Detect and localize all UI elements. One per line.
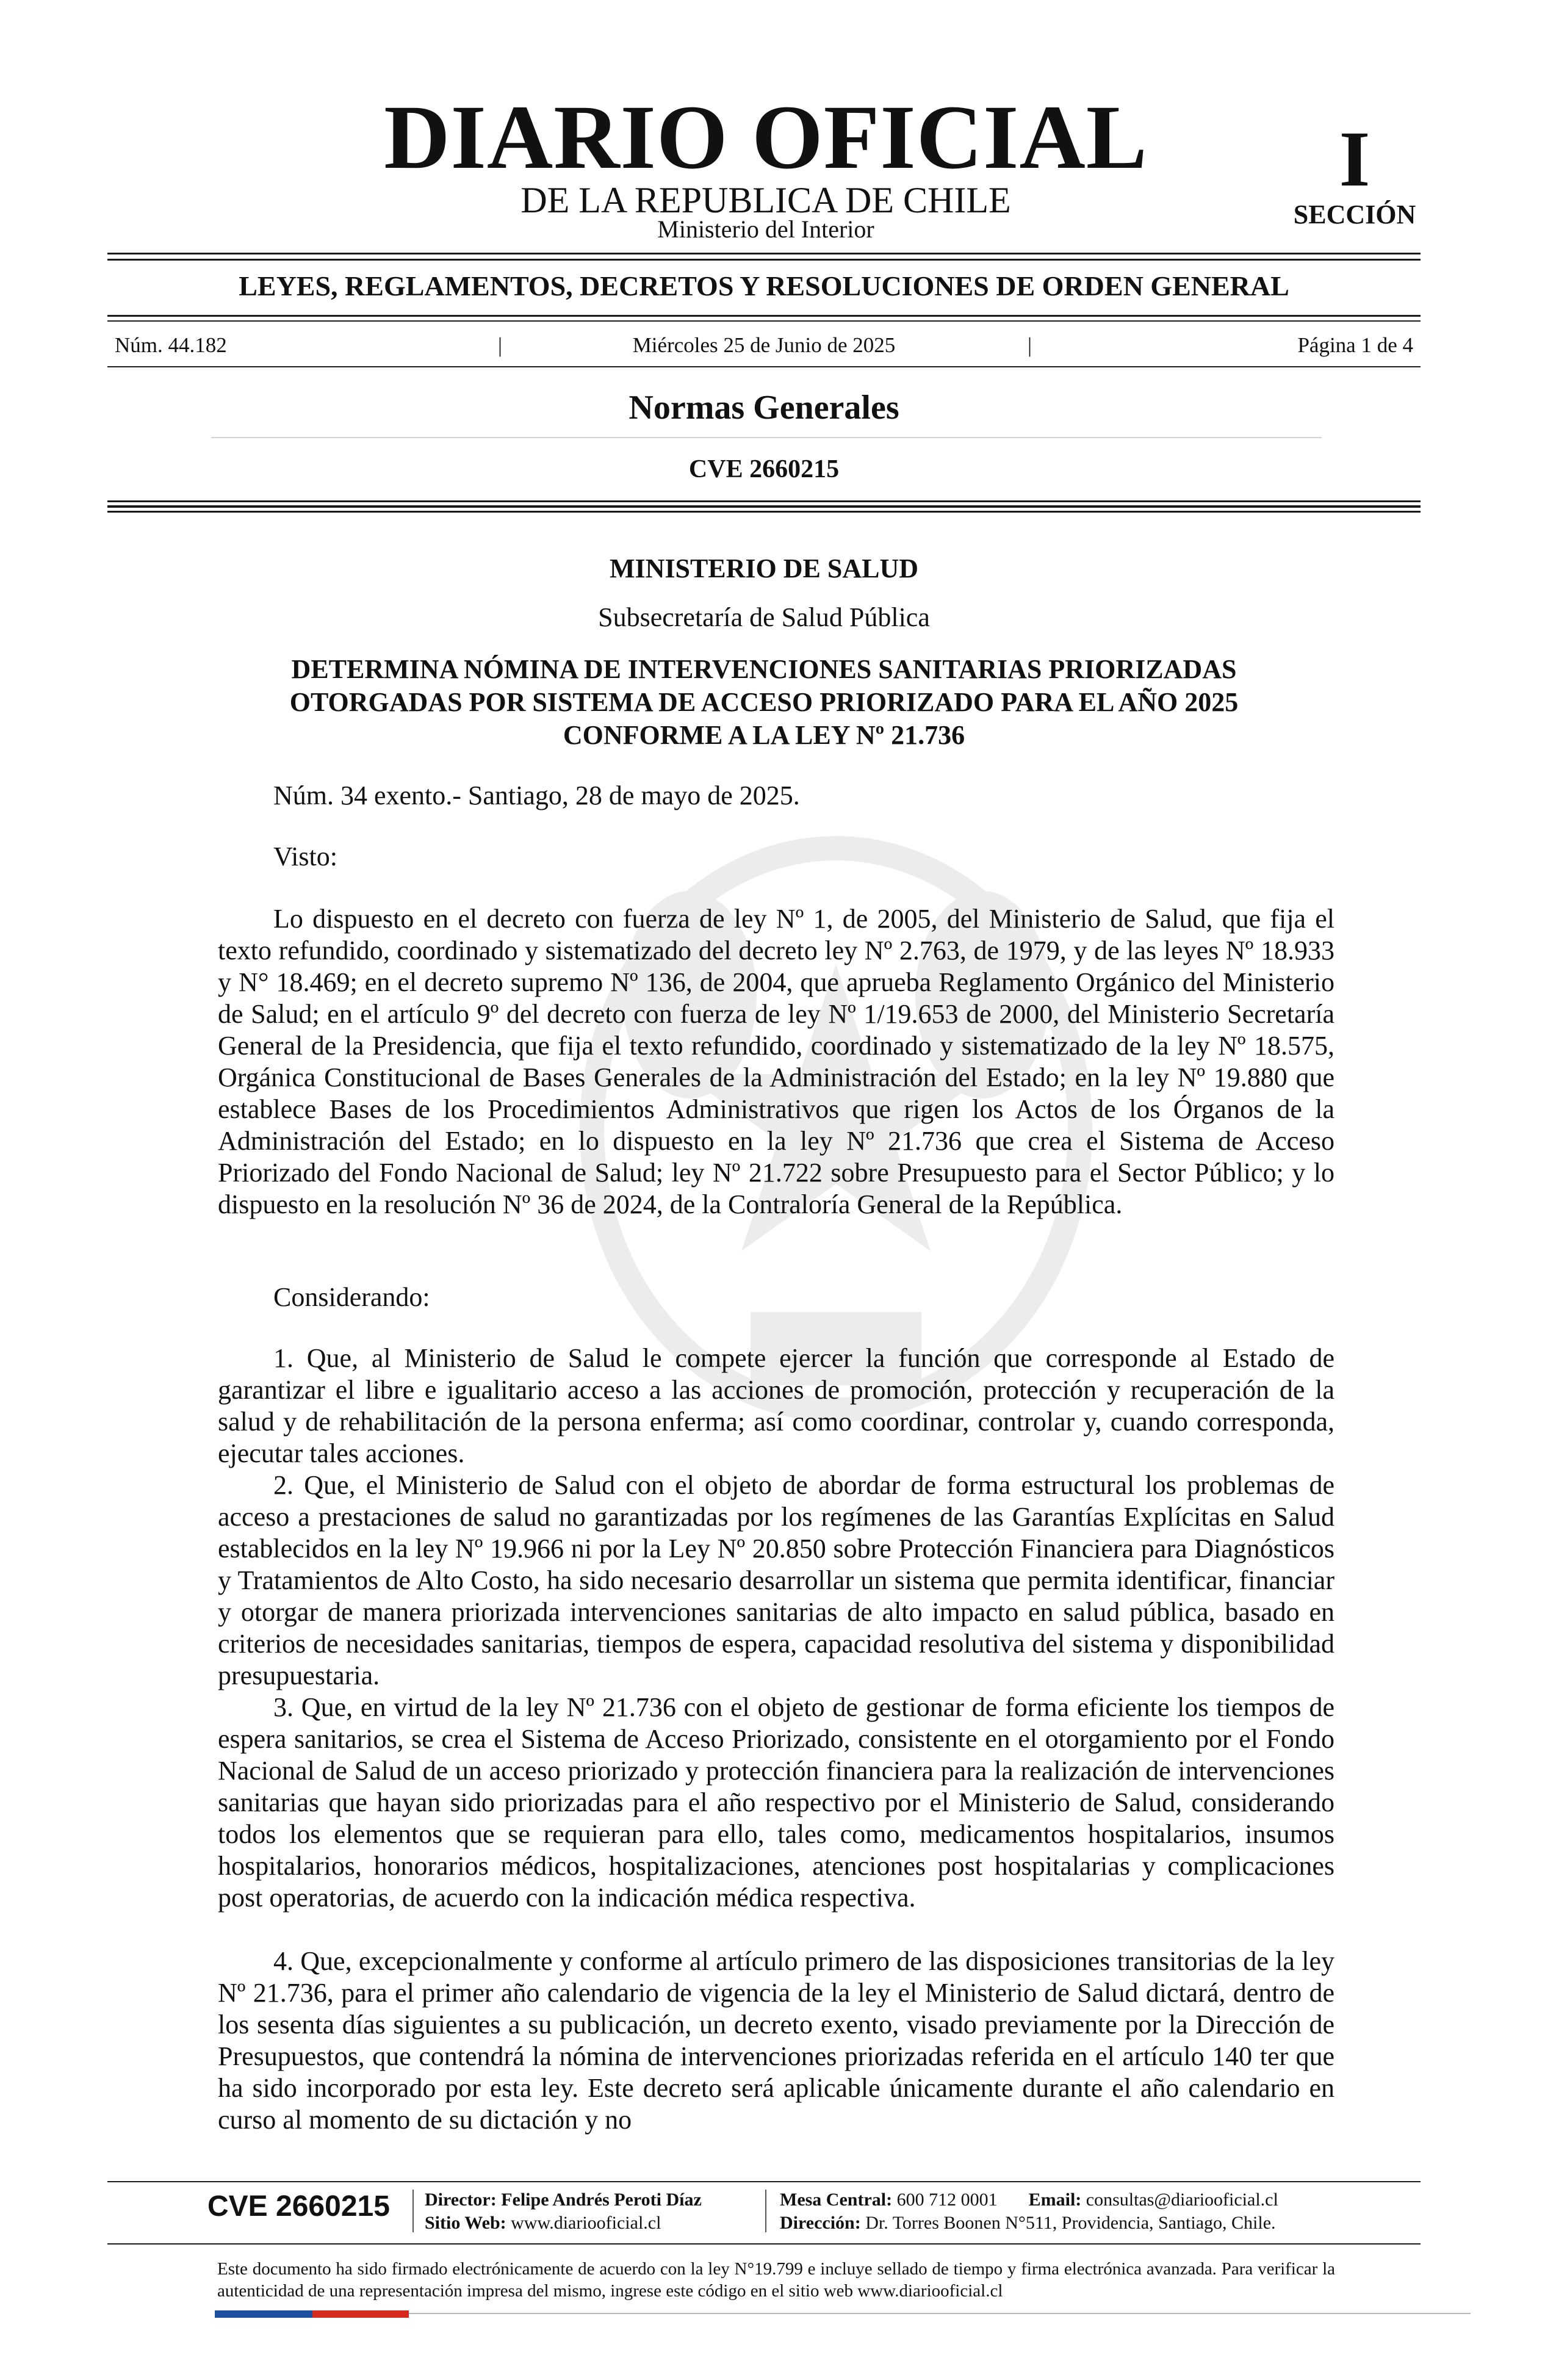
considerando-paragraph: 1. Que, al Ministerio de Salud le compete ejercer la función que corresponde al Estado de garantizar el libre e igualitario acceso a las acciones de promoción, protección y recuperación de la salud y de rehabilitación de la persona enferma; así como coordinar, controlar y, cuando corresponda, ejecutar tales acciones. — [218, 1343, 1334, 1468]
footer-legal-text: Este documento ha sido firmado electrónicamente de acuerdo con la ley N°19.799 e incluye sellado de tiempo y firma electrónica avanzada. Para verificar la autenticidad de una representación impresa del mismo, ingrese este código en el sitio web www.diariooficial.cl — [217, 2259, 1335, 2301]
footer-director — [425, 2191, 702, 2209]
newspaper-title: DIARIO OFICIAL — [384, 87, 1148, 188]
flag-stripe-blue — [215, 2310, 312, 2318]
section-heading: Normas Generales — [629, 389, 899, 427]
newspaper-subtitle: DE LA REPUBLICA DE CHILE — [520, 180, 1011, 220]
document-title — [183, 653, 1345, 752]
issue-number: Núm. 44.182 — [115, 333, 227, 357]
newspaper-ministry: Ministerio del Interior — [657, 215, 874, 243]
cve-code: CVE 2660215 — [688, 455, 840, 483]
considerando-paragraph: 2. Que, el Ministerio de Salud con el objeto de abordar de forma estructural los problemas de acceso a prestaciones de salud no garantizadas por los regímenes de las Garantías Explícitas en Salud establecidos en la ley Nº 19.966 ni por la Ley Nº 20.850 sobre Protección Financiera para Diagnósticos y Tratamientos de Alto Costo, ha sido necesario desarrollar un sistema que permita identificar, financiar y otorgar de manera priorizada intervenciones sanitarias de alto impacto en salud pública, basado en criterios de necesidades sanitarias, tiempos de espera, capacidad resolutiva del sistema y disponibilidad presupuestaria. — [218, 1470, 1334, 1690]
header-rule-3 — [107, 511, 1421, 513]
visto-paragraph: Lo dispuesto en el decreto con fuerza de ley Nº 1, de 2005, del Ministerio de Salud, que fija el texto refundido, coordinado y sistematizado del decreto ley Nº 2.763, de 1979, y de las leyes Nº 18.933 y N° 18.469; en el decreto supremo Nº 136, de 2004, que aprueba Reglamento Orgánico del Ministerio de Salud; en el artículo 9º del decreto con fuerza de ley Nº 1/19.653 de 2000, del Ministerio Secretaría General de la Presidencia, que fija el texto refundido, coordinado y sistematizado de la ley Nº 18.575, Orgánica Constitucional de Bases Generales de la Administración del Estado; en la ley Nº 19.880 que establece Bases de los Procedimientos Administrativos que rigen los Actos de los Órganos de la Administración del Estado; en lo dispuesto en la ley Nº 21.736 que crea el Sistema de Acceso Priorizado del Fondo Nacional de Salud; ley Nº 21.722 sobre Presupuesto para el Sector Público; y lo dispuesto en la resolución Nº 36 de 2024, de la Contraloría General de la República. — [218, 904, 1334, 1219]
section-numeral: I — [1339, 115, 1371, 203]
footer-separator — [765, 2190, 766, 2232]
issue-rule — [107, 366, 1421, 367]
document-title-line: OTORGADAS POR SISTEMA DE ACCESO PRIORIZADO PARA EL AÑO 2025 — [289, 687, 1239, 717]
category-banner: LEYES, REGLAMENTOS, DECRETOS Y RESOLUCIONES DE ORDEN GENERAL — [239, 270, 1289, 301]
footer-mesa-value: 600 712 0001 — [896, 2190, 998, 2210]
footer-email-label: Email: — [1028, 2190, 1082, 2210]
considerando-label: Considerando: — [273, 1282, 430, 1312]
considerando-paragraph: 4. Que, excepcionalmente y conforme al artículo primero de las disposiciones transitorias de la ley Nº 21.736, para el primer año calendario de vigencia de la ley el Ministerio de Salud dictará, dentro de los sesenta días siguientes a su publicación, un decreto exento, visado previamente por la Dirección de Presupuestos, que contendrá la nómina de intervenciones priorizadas referida en el artículo 140 ter que ha sido incorporado por esta ley. Este decreto será aplicable únicamente durante el año calendario en curso al momento de su dictación y no — [218, 1946, 1334, 2135]
footer-separator — [412, 2190, 414, 2232]
section-heading-rule — [211, 437, 1322, 438]
issue-page: Página 1 de 4 — [1297, 333, 1413, 357]
footer-website-label: Sitio Web: — [425, 2213, 506, 2233]
issue-date: Miércoles 25 de Junio de 2025 — [632, 333, 896, 357]
flag-stripe-red — [312, 2310, 409, 2318]
section-label: SECCIÓN — [1293, 200, 1416, 229]
document-title-line: CONFORME A LA LEY Nº 21.736 — [563, 720, 965, 750]
issue-separator: | — [498, 333, 503, 357]
footer-contact — [780, 2191, 1278, 2209]
flag-stripe-rule — [409, 2313, 1471, 2314]
decree-number-line: Núm. 34 exento.- Santiago, 28 de mayo de 2025. — [273, 781, 800, 810]
footer-rule-bottom — [107, 2243, 1421, 2245]
footer-director-label: Director: — [425, 2190, 497, 2210]
footer-cve-code: CVE 2660215 — [207, 2190, 390, 2223]
visto-label: Visto: — [273, 842, 337, 871]
masthead-rule-top — [107, 253, 1421, 254]
header-rule-1 — [107, 500, 1421, 502]
banner-rule-top — [107, 315, 1421, 317]
footer-director-name: Felipe Andrés Peroti Díaz — [501, 2190, 702, 2210]
footer-address-value: Dr. Torres Boonen N°511, Providencia, Santiago, Chile. — [865, 2213, 1276, 2233]
document-subsecretaria: Subsecretaría de Salud Pública — [598, 602, 930, 632]
footer-mesa-label: Mesa Central: — [780, 2190, 893, 2210]
banner-rule-bottom — [107, 320, 1421, 322]
footer-address-label: Dirección: — [780, 2213, 861, 2233]
issue-separator: | — [1028, 333, 1032, 357]
document-ministry: MINISTERIO DE SALUD — [609, 554, 919, 583]
footer-website-link[interactable]: www.diariooficial.cl — [511, 2213, 661, 2233]
masthead-rule-bottom — [107, 259, 1421, 261]
considerando-paragraph: 3. Que, en virtud de la ley Nº 21.736 con el objeto de gestionar de forma eficiente los tiempos de espera sanitarios, se crea el Sistema de Acceso Priorizado, consistente en el otorgamiento por el Fondo Nacional de Salud de un acceso priorizado y protección financiera para la realización de intervenciones sanitarias que hayan sido priorizadas para el año respectivo por el Ministerio de Salud, considerando todos los elementos que se requieran para ello, tales como, medicamentos hospitalarios, insumos hospitalarios, honorarios médicos, hospitalizaciones, atenciones post hospitalarias y complicaciones post operatorias, de acuerdo con la indicación médica respectiva. — [218, 1692, 1334, 1913]
footer-rule-top — [107, 2181, 1421, 2182]
footer-email-link[interactable]: consultas@diariooficial.cl — [1086, 2190, 1278, 2210]
footer-website — [425, 2214, 661, 2232]
header-rule-2 — [107, 505, 1421, 508]
document-title-line: DETERMINA NÓMINA DE INTERVENCIONES SANITARIAS PRIORIZADAS — [291, 654, 1237, 684]
footer-address — [780, 2214, 1276, 2232]
